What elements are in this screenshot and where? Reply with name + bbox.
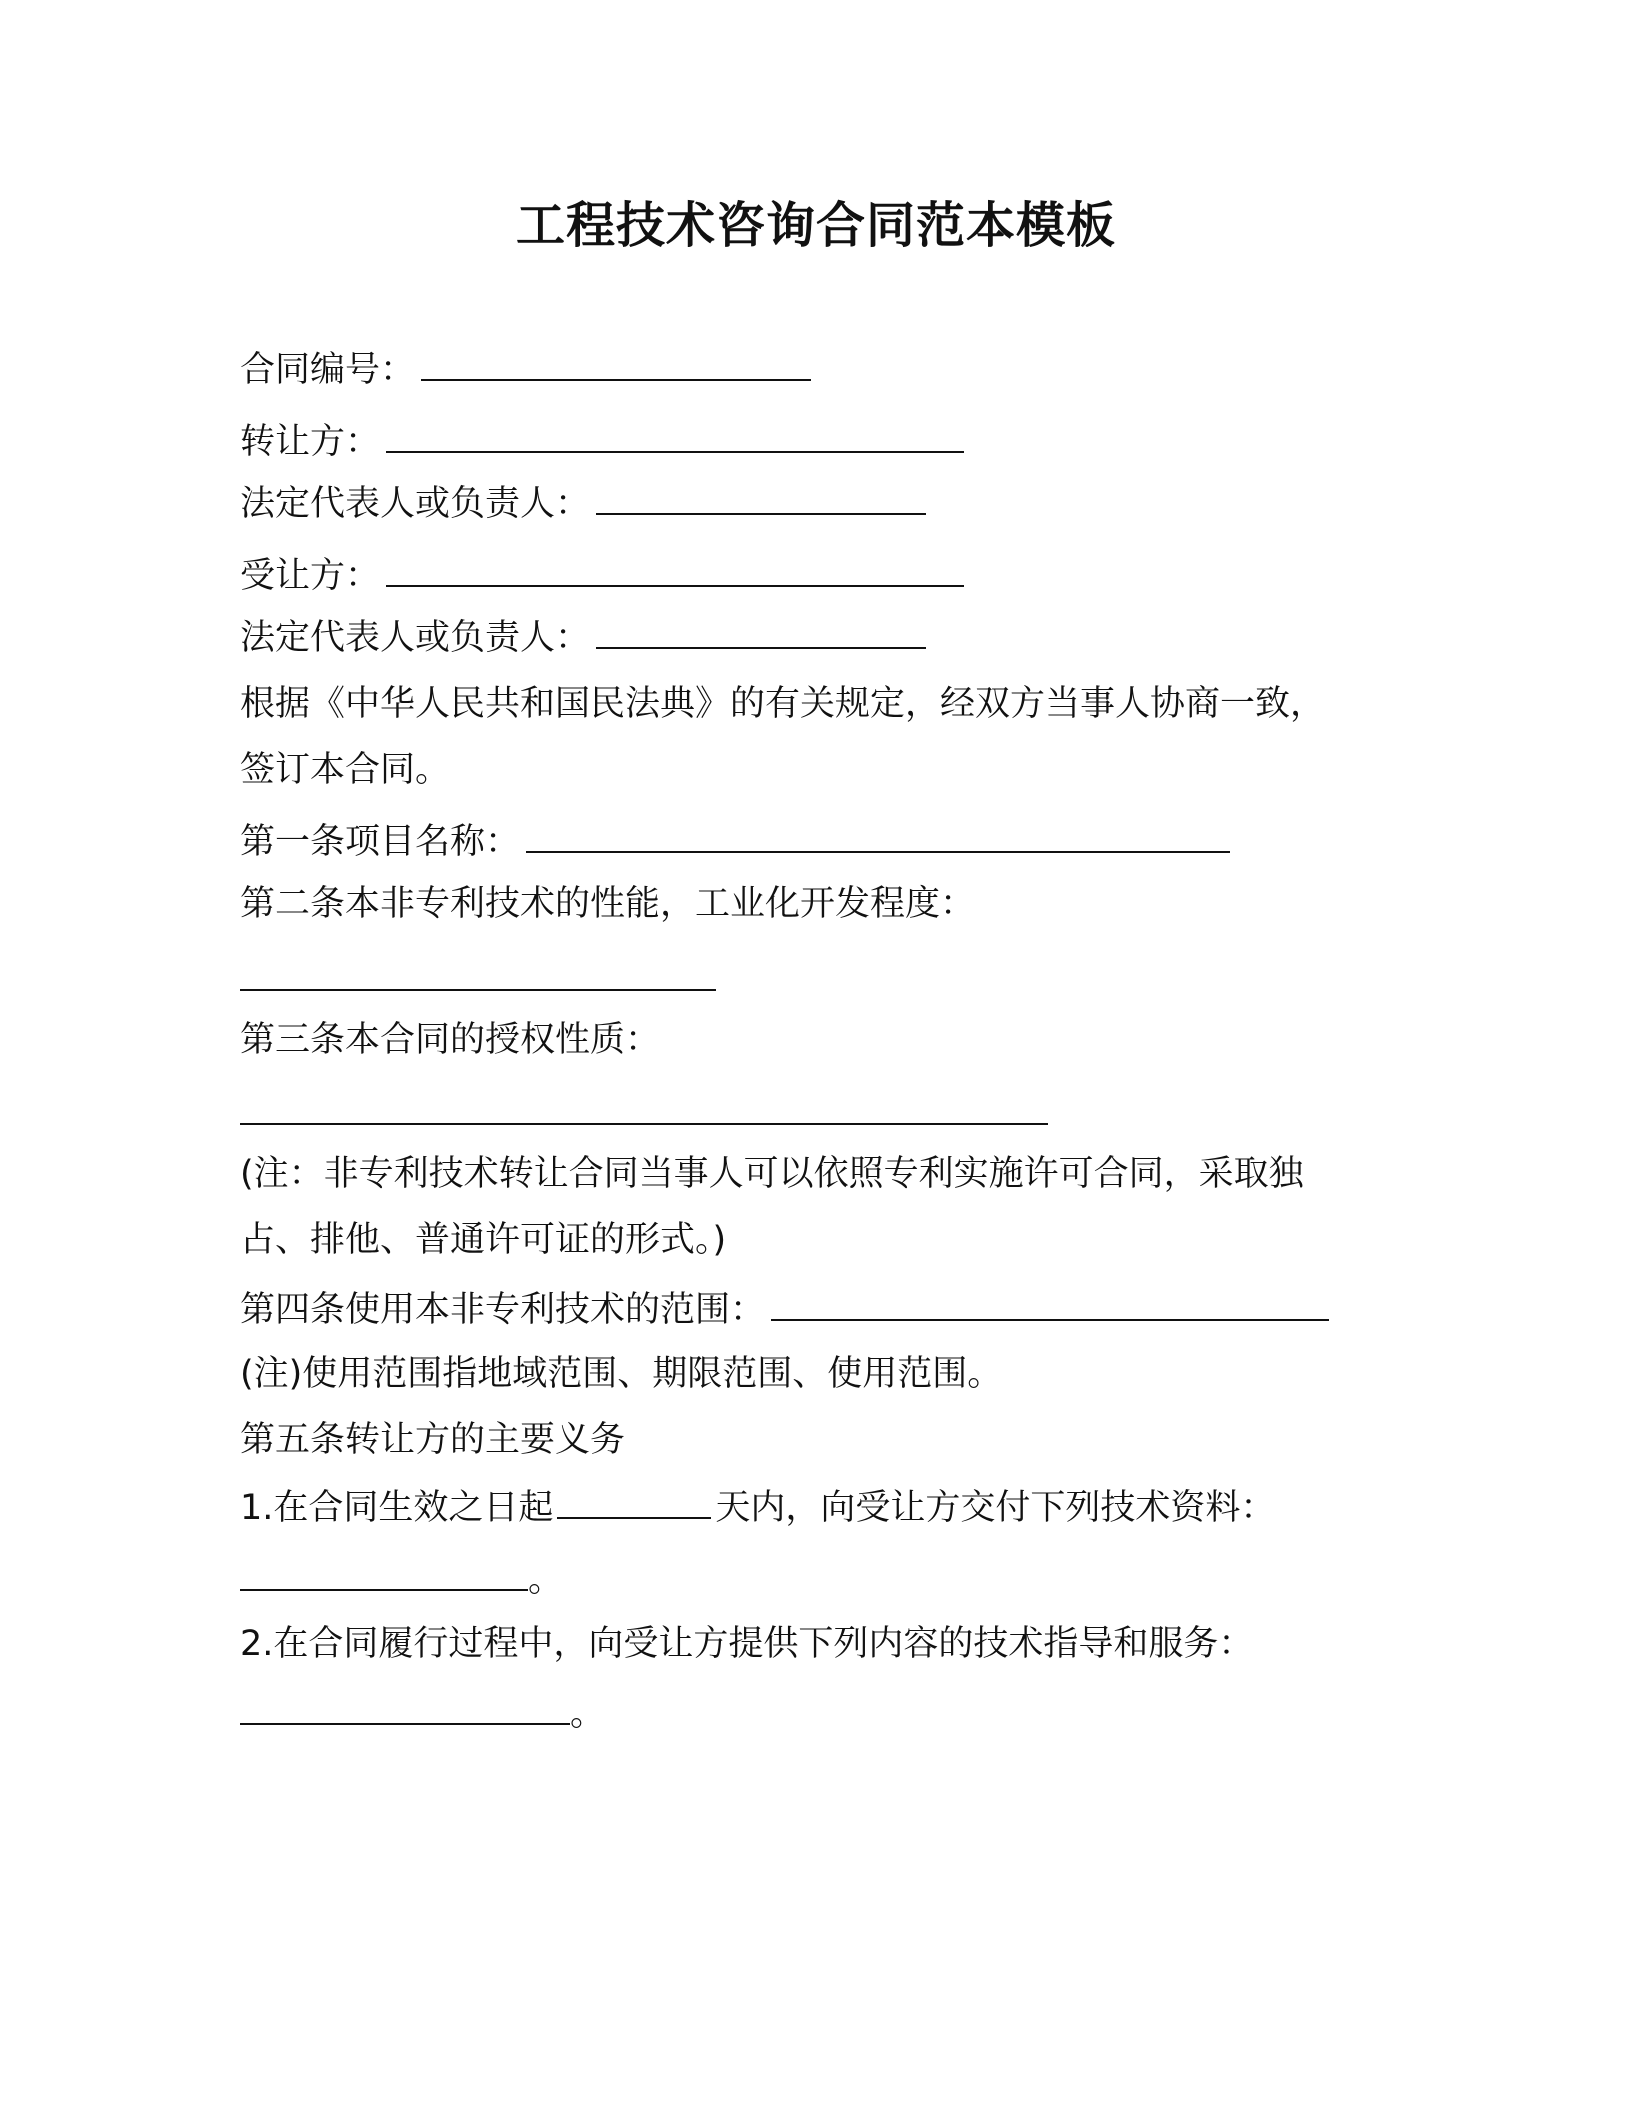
transferor-representative-blank[interactable] [596,481,926,515]
article-4-blank[interactable] [771,1287,1329,1321]
obligation-2-blank[interactable] [240,1691,570,1725]
note-1-line-2: 占、排他、普通许可证的形式。) [240,1220,727,1260]
article-2-label: 第二条本非专利技术的性能，工业化开发程度： [240,884,976,924]
article-2-blank-row [240,956,716,1004]
transferor-representative-label: 法定代表人或负责人： [240,484,591,524]
transferee-representative-row [240,614,926,662]
article-1-row [240,818,1230,866]
transferee-representative-label: 法定代表人或负责人： [240,618,591,658]
contract-number-row [240,346,811,394]
article-3-blank-row [240,1090,1048,1138]
contract-number-label: 合同编号： [240,350,416,390]
transferee-representative-blank[interactable] [596,615,926,649]
obligation-1-materials-blank[interactable] [240,1557,528,1591]
obligation-2-blank-row [240,1690,605,1738]
transferee-row [240,552,964,600]
transferee-blank[interactable] [386,553,964,587]
transferor-row [240,418,964,466]
transferor-blank[interactable] [386,419,964,453]
contract-number-blank[interactable] [421,347,811,381]
obligation-1-suffix: 天内，向受让方交付下列技术资料： [715,1488,1276,1528]
transferor-representative-row [240,480,926,528]
article-4-label: 第四条使用本非专利技术的范围： [240,1290,766,1330]
obligation-1-row [240,1484,1275,1532]
preamble-line-1: 根据《中华人民共和国民法典》的有关规定，经双方当事人协商一致， [240,684,1326,724]
article-4-row [240,1286,1329,1334]
obligation-1-materials-row [240,1556,563,1604]
article-1-blank[interactable] [526,819,1230,853]
note-1-line-1: (注：非专利技术转让合同当事人可以依照专利实施许可合同，采取独 [240,1154,1304,1194]
transferee-label: 受让方： [240,556,381,596]
document-title: 工程技术咨询合同范本模板 [515,197,1116,254]
obligation-1-days-blank[interactable] [557,1485,711,1519]
preamble-line-2: 签订本合同。 [240,750,451,790]
obligation-2-end: 。 [570,1694,606,1734]
article-3-blank[interactable] [240,1091,1048,1125]
article-3-label: 第三条本合同的授权性质： [240,1020,661,1060]
article-1-label: 第一条项目名称： [240,822,521,862]
article-2-blank[interactable] [240,957,716,991]
note-2: (注)使用范围指地域范围、期限范围、使用范围。 [240,1354,1003,1394]
obligation-1-prefix: 1.在合同生效之日起 [240,1488,554,1528]
article-5-title: 第五条转让方的主要义务 [240,1420,626,1460]
obligation-2-text: 2.在合同履行过程中，向受让方提供下列内容的技术指导和服务： [240,1624,1254,1664]
obligation-1-end: 。 [528,1560,564,1600]
transferor-label: 转让方： [240,422,381,462]
